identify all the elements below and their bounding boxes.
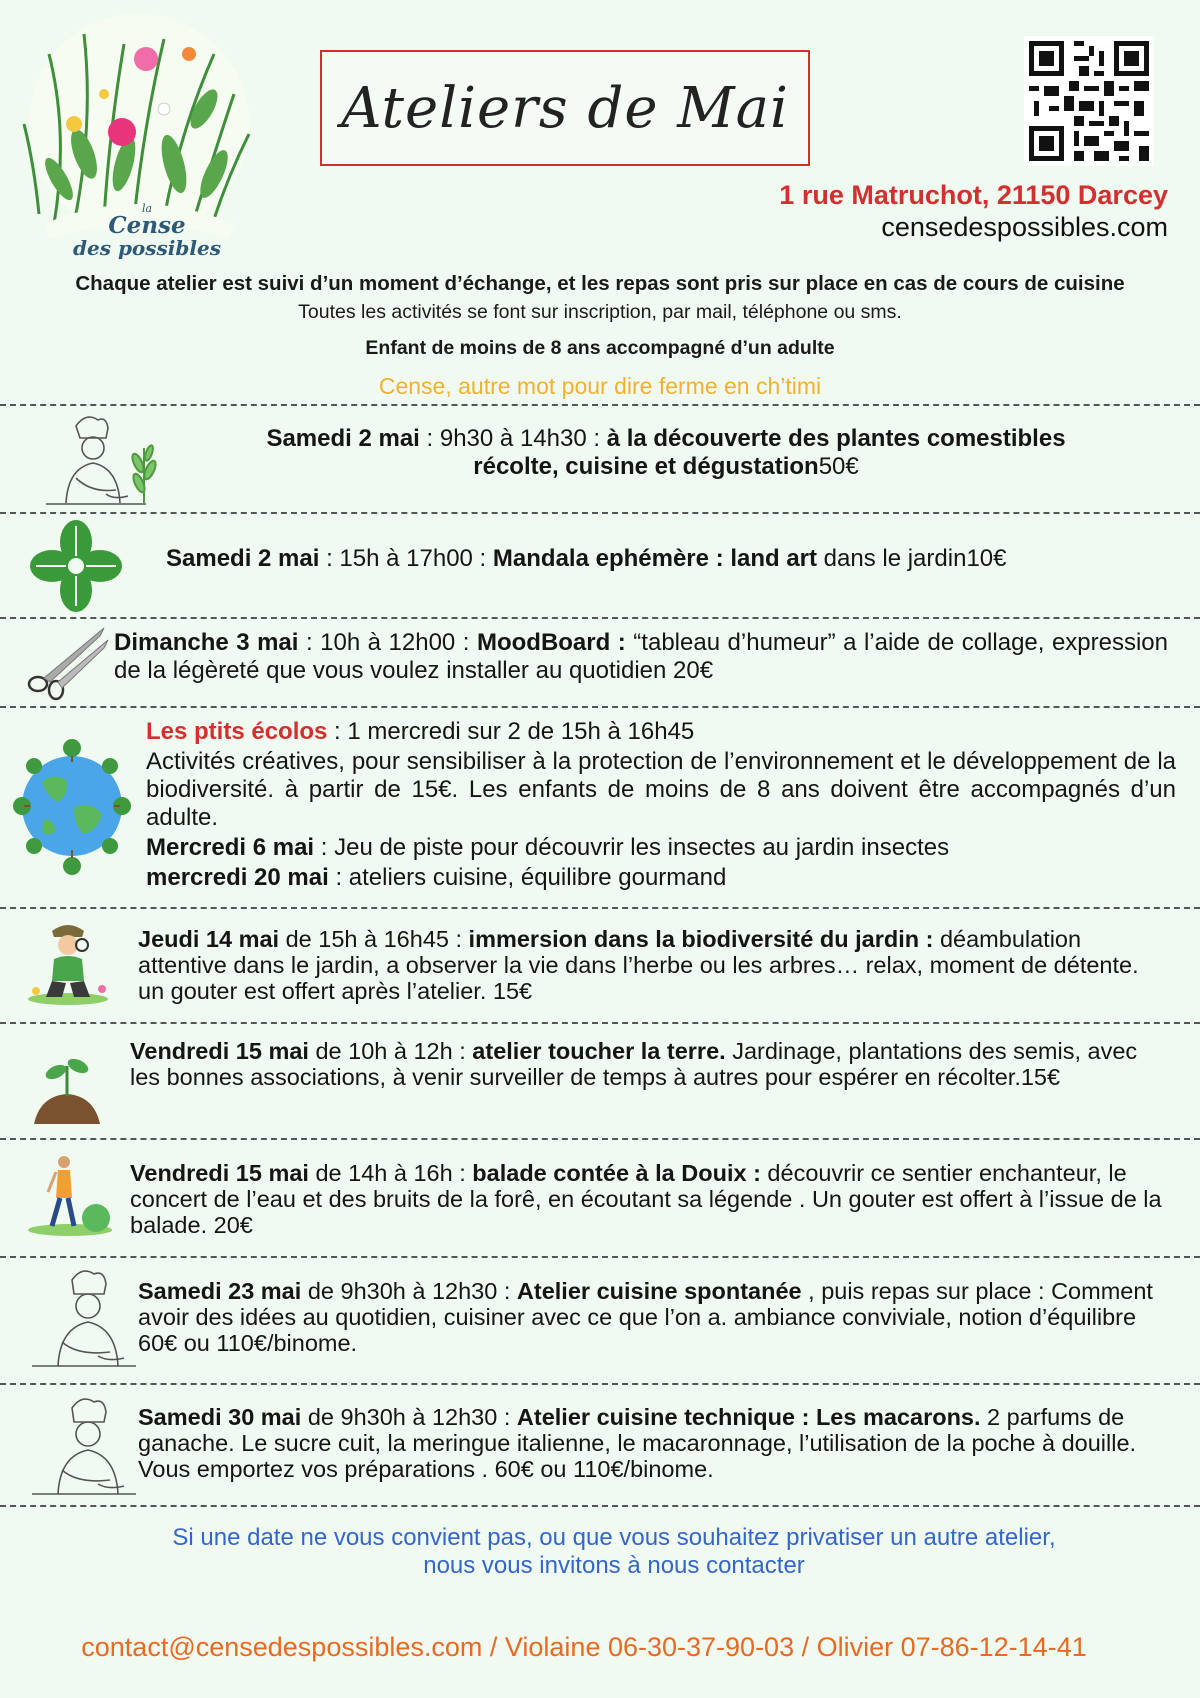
earth-icon <box>4 722 140 882</box>
sprout-icon <box>30 1052 104 1126</box>
intro-line-2: Toutes les activités se font sur inscription, par mail, téléphone ou sms. <box>298 301 902 323</box>
cta-line-2: nous vous invitons à nous contacter <box>423 1552 805 1579</box>
contact-details[interactable]: contact@censedespossibles.com / Violaine 06-30-37-90-03 / Olivier 07-86-12-14-41 <box>81 1632 1087 1662</box>
event-title: à la découverte des plantes comestibles <box>606 425 1066 452</box>
event-time: : 15h à 17h00 : <box>319 545 493 572</box>
divider <box>0 706 1200 708</box>
green-flower-icon <box>30 520 122 612</box>
event-time: de 14h à 16h : <box>308 1160 473 1186</box>
divider <box>0 1505 1200 1507</box>
chef-icon-svg <box>28 1266 138 1370</box>
contact-invitation <box>14 1524 1200 1580</box>
event-date: Jeudi 14 mai <box>138 926 280 952</box>
event-title: MoodBoard : <box>476 629 626 656</box>
green-flower-icon-svg <box>30 520 122 612</box>
cta-line-1: Si une date ne vous convient pas, ou que vous souhaitez privatiser un autre atelier, <box>172 1524 1056 1551</box>
explorer-child-icon <box>22 915 114 1007</box>
event-description: Jardinage, plantations des semis, avec les bonnes associations, à venir surveiller de temps à autres pour espérer en récolter.15€ <box>130 1038 1138 1090</box>
event-description: Activités créatives, pour sensibiliser à la protection de l’environnement et le développement de la biodiversité. à partir de 15€. Les enfants de moins de 8 ans doivent être accompagnés d’un adulte. <box>146 748 1176 831</box>
logo-name-line1: Cense <box>108 212 186 239</box>
event-4 <box>146 718 1176 892</box>
event-price: 10€ <box>966 545 1007 572</box>
event-title-line2: récolte, cuisine et dégustation <box>473 453 819 480</box>
scissors-icon-svg <box>24 622 110 702</box>
event-time: de 15h à 16h45 : <box>279 926 469 952</box>
chef-plant-icon-svg <box>36 408 166 508</box>
qr-code-icon <box>1024 36 1154 166</box>
event-time: : 10h à 12h00 : <box>298 629 477 656</box>
event-description: , puis repas sur place : Comment avoir des idées au quotidien, cuisiner avec ce que l’on a. ambiance conviviale, notion d’équilibre 60€ ou 110€/binome. <box>138 1278 1153 1356</box>
logo <box>14 14 264 266</box>
page-title: Ateliers de Mai <box>341 75 789 141</box>
event-title: atelier toucher la terre. <box>472 1038 726 1064</box>
event-7 <box>130 1160 1170 1238</box>
event-date: Samedi 2 mai <box>166 545 320 572</box>
sub-event-date: Mercredi 6 mai <box>146 834 315 861</box>
event-2 <box>166 545 1166 573</box>
event-price: 50€ <box>818 453 859 480</box>
scissors-icon <box>24 622 110 702</box>
logo-wordmark <box>72 202 222 259</box>
address: 1 rue Matruchot, 21150 Darcey <box>779 180 1168 210</box>
chef-icon-svg <box>28 1394 138 1498</box>
event-title: Atelier cuisine spontanée <box>516 1278 802 1304</box>
event-title: balade contée à la Douix : <box>472 1160 761 1186</box>
website-link[interactable]: censedespossibles.com <box>881 212 1168 242</box>
event-time: : 1 mercredi sur 2 de 15h à 16h45 <box>327 718 695 745</box>
event-3 <box>114 629 1168 685</box>
event-9 <box>138 1404 1168 1482</box>
sub-event-date: mercredi 20 mai <box>146 864 329 891</box>
logo-prefix: la <box>141 202 153 215</box>
divider <box>0 404 1200 406</box>
hiker-icon-svg <box>26 1152 116 1236</box>
divider <box>0 1383 1200 1385</box>
qr-code[interactable] <box>1024 36 1154 166</box>
event-description: dans le jardin <box>817 545 967 572</box>
divider <box>0 512 1200 514</box>
event-time: de 9h30h à 12h30 : <box>301 1278 517 1304</box>
event-8 <box>138 1278 1168 1356</box>
sub-event-text: : ateliers cuisine, équilibre gourmand <box>328 864 727 891</box>
event-date: Samedi 2 mai <box>266 425 420 452</box>
event-date: Vendredi 15 mai <box>130 1160 309 1186</box>
event-1 <box>166 425 1166 481</box>
event-description: 2 parfums de ganache. Le sucre cuit, la meringue italienne, le macaronnage, l’utilisation de la poche à douille. Vous emportez vos préparations . 60€ ou 110€/binome. <box>138 1404 1137 1482</box>
divider <box>0 1256 1200 1258</box>
divider <box>0 1138 1200 1140</box>
chef-icon <box>28 1394 138 1498</box>
intro-note: Cense, autre mot pour dire ferme en ch’timi <box>378 373 822 399</box>
event-time: de 9h30h à 12h30 : <box>301 1404 517 1430</box>
event-description: déambulation attentive dans le jardin, a observer la vie dans l’herbe ou les arbres… relax, moment de détente. un gouter est offert après l’atelier. 15€ <box>138 926 1139 1004</box>
event-description: découvrir ce sentier enchanteur, le concert de l’eau et des bruits de la forê, en écoutant sa légende . Un gouter est offert à l’issue de la balade. 20€ <box>130 1160 1162 1238</box>
title-box <box>320 50 810 166</box>
event-time: : 9h30 à 14h30 : <box>419 425 607 452</box>
hiker-icon <box>26 1152 116 1236</box>
event-description: “tableau d’humeur” a l’aide de collage, expression de la légèreté que vous voulez installer au quotidien 20€ <box>114 629 1169 684</box>
intro-line-3: Enfant de moins de 8 ans accompagné d’un adulte <box>365 337 835 359</box>
event-date: Samedi 23 mai <box>138 1278 302 1304</box>
earth-icon-svg <box>4 722 140 882</box>
chef-plant-icon <box>36 408 166 508</box>
sprout-icon-svg <box>30 1052 104 1126</box>
explorer-child-icon-svg <box>22 915 114 1007</box>
intro-line-1: Chaque atelier est suivi d’un moment d’échange, et les repas sont pris sur place en cas de cours de cuisine <box>75 272 1125 295</box>
event-6 <box>130 1038 1170 1090</box>
event-5 <box>138 926 1168 1004</box>
chef-icon <box>28 1266 138 1370</box>
divider <box>0 1022 1200 1024</box>
event-title: immersion dans la biodiversité du jardin : <box>468 926 934 952</box>
divider <box>0 617 1200 619</box>
event-date: Dimanche 3 mai <box>114 629 299 656</box>
event-title: Mandala ephémère : land art <box>492 545 817 572</box>
event-date: Samedi 30 mai <box>138 1404 302 1430</box>
event-title: Atelier cuisine technique : Les macarons. <box>516 1404 981 1430</box>
divider <box>0 907 1200 909</box>
logo-name-line2: des possibles <box>73 236 221 260</box>
event-time: de 10h à 12h : <box>308 1038 473 1064</box>
event-date: Vendredi 15 mai <box>130 1038 309 1064</box>
event-title: Les ptits écolos <box>146 718 328 745</box>
sub-event-text: : Jeu de piste pour découvrir les insectes au jardin insectes <box>314 834 950 861</box>
